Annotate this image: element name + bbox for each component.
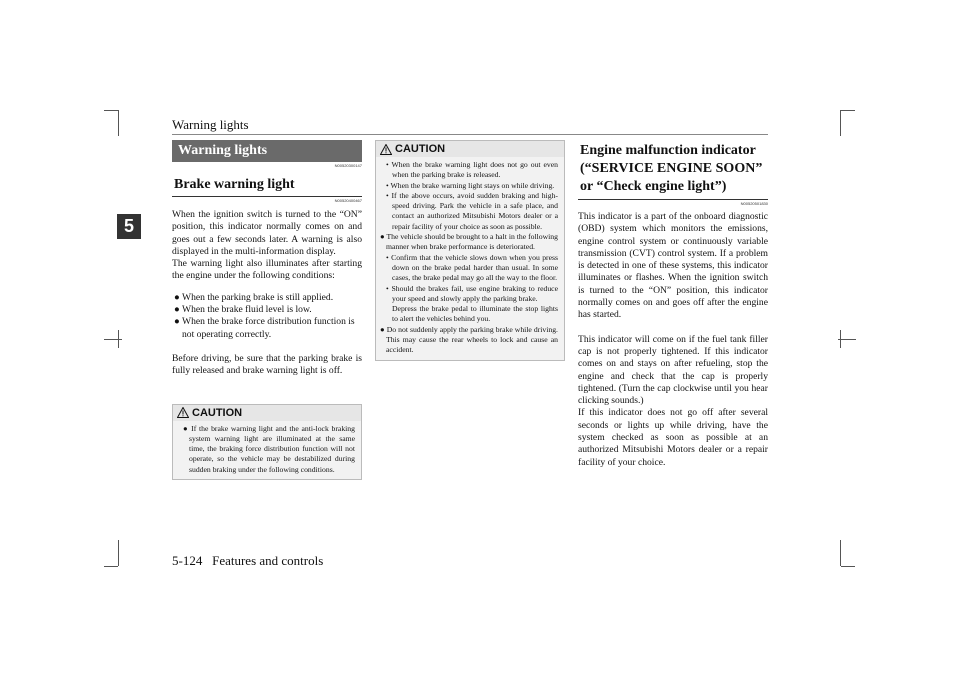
paragraph: Before driving, be sure that the parking brake is fully released and brake warning light is off. — [172, 352, 362, 377]
section-title: Warning lights — [172, 140, 362, 162]
caution-item: • Should the brakes fail, use engine braking to reduce your speed and slowly apply the parking brake. — [386, 283, 558, 303]
caution-body — [376, 157, 564, 360]
list-item: ● When the brake force distribution function is not operating correctly. — [174, 316, 355, 340]
registration-mark — [118, 330, 119, 348]
middle-column — [375, 140, 565, 361]
caution-item: • Confirm that the vehicle slows down when you press down on the brake pedal harder than usual. In some cases, the brake pedal may go all the way to the floor. — [386, 252, 558, 283]
caution-header — [376, 141, 564, 157]
caution-body — [173, 421, 361, 479]
caution-label: CAUTION — [395, 143, 446, 155]
caution-item: • When the brake warning light stays on while driving. — [386, 180, 555, 190]
crop-mark — [118, 110, 119, 136]
registration-mark — [840, 330, 841, 348]
page-number: 5-124 — [172, 553, 203, 568]
left-column — [172, 140, 362, 480]
list-item: ● When the parking brake is still applied. — [174, 291, 334, 303]
crop-mark — [841, 566, 855, 567]
page-footer — [172, 553, 323, 569]
crop-mark — [841, 110, 855, 111]
caution-item: • If the above occurs, avoid sudden braking and high-speed driving. Park the vehicle in a safe place, and contact an authorized Mitsubishi Motors dealer or a repair facility of your choice as soon as possible. — [386, 190, 558, 231]
paragraph: When the ignition switch is turned to the “ON” position, this indicator normally comes on and goes out a few seconds later. A warning is also displayed in the multi-information display. — [172, 209, 362, 257]
right-column — [578, 140, 768, 469]
caution-item: ● The vehicle should be brought to a halt in the following manner when brake performance is deteriorated. — [380, 232, 558, 252]
list-item: ● When the brake fluid level is low. — [174, 304, 312, 316]
caution-box — [172, 404, 362, 480]
running-header: Warning lights — [172, 117, 249, 132]
warning-triangle-icon — [177, 407, 189, 418]
caution-item: • When the brake warning light does not go out even when the parking brake is released. — [386, 160, 558, 180]
crop-mark — [104, 110, 118, 111]
paragraph: If this indicator does not go off after several seconds or lights up while driving, have the system checked as soon as possible at an authorized Mitsubishi Motors dealer or a repair facility of your choice. — [578, 407, 768, 468]
crop-mark — [118, 540, 119, 566]
header-rule — [172, 134, 768, 135]
footer-section: Features and controls — [212, 553, 324, 568]
caution-label: CAUTION — [192, 406, 243, 419]
caution-header — [173, 405, 361, 421]
subhead-engine-malfunction: Engine malfunction indicator (“SERVICE ENGINE SOON” or “Check engine light”) — [578, 140, 768, 200]
subhead-code: N00520501830 — [740, 201, 768, 206]
crop-mark — [840, 110, 841, 136]
caution-box — [375, 140, 565, 361]
paragraph: This indicator will come on if the fuel tank filler cap is not properly tightened. If this indicator comes on and stays on after refueling, stop the engine and check that the cap is properly tightened. (Turn the cap clockwise until you hear clicking sounds.) — [578, 333, 768, 407]
caution-item: ● Do not suddenly apply the parking brake while driving. This may cause the rear wheels to lock and cause an accident. — [380, 324, 558, 355]
registration-mark — [104, 339, 122, 340]
warning-triangle-icon — [380, 144, 392, 155]
chapter-tab: 5 — [117, 214, 141, 239]
caution-item: Depress the brake pedal to illuminate the stop lights to alert the vehicles behind you. — [392, 304, 558, 324]
crop-mark — [840, 540, 841, 566]
section-code: N00520300147 — [334, 163, 362, 168]
paragraph: The warning light also illuminates after starting the engine under the following conditions: — [172, 258, 362, 282]
paragraph: This indicator is a part of the onboard diagnostic (OBD) system which monitors the emissions, engine control system or continuously variable transmission (CVT) control system. If a problem is detected in one of these systems, this indicator illuminates or flashes. When the ignition switch is turned to the “ON” position, this indicator normally comes on and goes off after the engine has started. — [578, 211, 768, 321]
subhead-code: N00520400467 — [334, 198, 362, 203]
condition-list — [172, 292, 362, 341]
caution-item: ● If the brake warning light and the anti-lock braking system warning light are illuminated at the same time, the braking force distribution function will not operate, so the vehicle may be destabilized during sudden braking under the following conditions. — [183, 423, 355, 474]
crop-mark — [104, 566, 118, 567]
subhead-brake-warning: Brake warning light — [172, 175, 362, 197]
